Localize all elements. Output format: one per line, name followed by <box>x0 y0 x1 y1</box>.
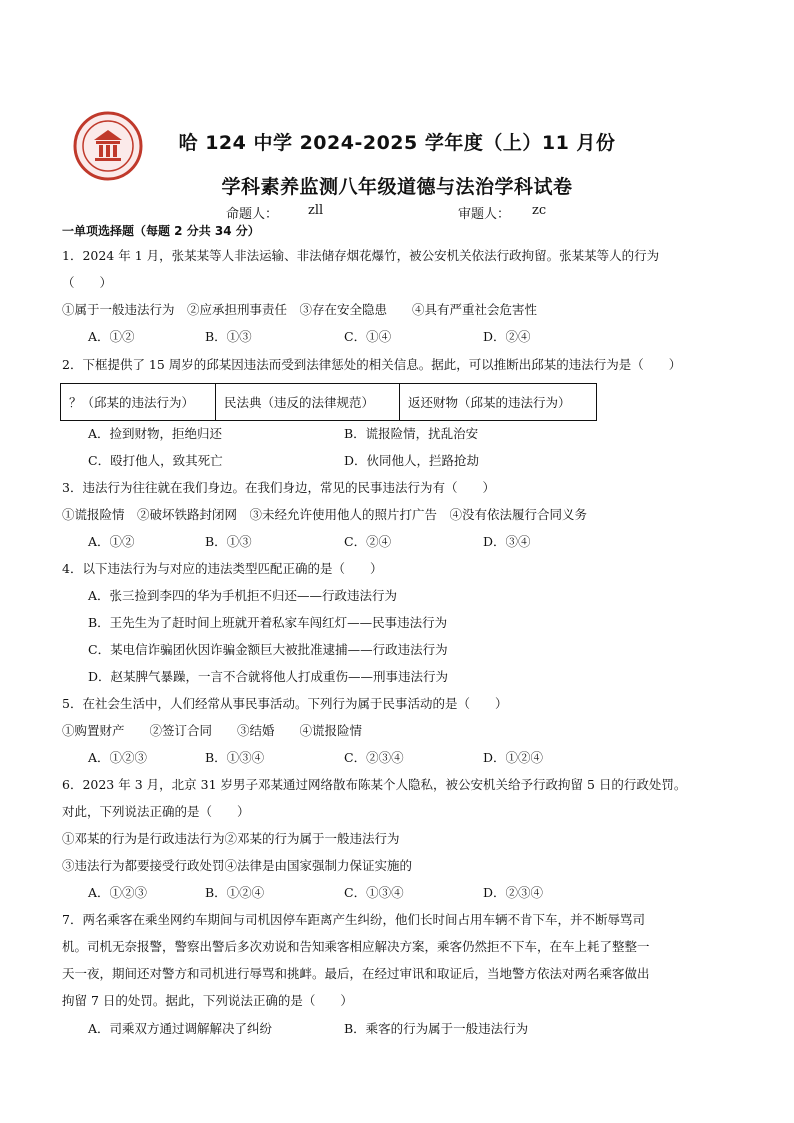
q4-option-b: B．王先生为了赶时间上班就开着私家车闯红灯——民事违法行为 <box>88 615 448 630</box>
q6-statement2: ③违法行为都要接受行政处罚④法律是由国家强制力保证实施的 <box>62 858 413 873</box>
q7-line1: 7．两名乘客在乘坐网约车期间与司机因停车距离产生纠纷，他们长时间占用车辆不肯下车，并不断辱骂司 <box>62 912 645 927</box>
exam-title-line1: 哈 124 中学 2024-2025 学年度（上）11 月份 <box>178 132 616 154</box>
q5-option-a: A．①②③ <box>88 750 148 765</box>
q7-line3: 天一夜，期间还对警方和司机进行辱骂和挑衅。最后，在经过审讯和取证后，当地警方依法对两名乘客做出 <box>62 966 650 981</box>
q7-option-a: A．司乘双方通过调解解决了纠纷 <box>88 1021 273 1036</box>
q7-line4: 拘留 7 日的处罚。据此，下列说法正确的是（ ） <box>62 993 353 1008</box>
q2-table-cell-1: ？（邱某的违法行为） <box>69 395 195 410</box>
q5-statements: ①购置财产 ②签订合同 ③结婚 ④谎报险情 <box>62 723 363 738</box>
q1-stem-line2: （ ） <box>62 275 113 290</box>
q1-option-c: C．①④ <box>344 329 392 344</box>
q4-option-d: D．赵某脾气暴躁，一言不合就将他人打成重伤——刑事违法行为 <box>88 669 449 684</box>
author-value: zll <box>308 203 324 218</box>
q4-option-a: A．张三捡到李四的华为手机拒不归还——行政违法行为 <box>88 588 398 603</box>
q7-line2: 机。司机无奈报警，警察出警后多次劝说和告知乘客相应解决方案，乘客仍然拒不下车，在车上耗了整整一 <box>62 939 650 954</box>
reviewer-label: 审题人： <box>458 207 511 222</box>
q2-info-table <box>60 383 597 421</box>
q6-option-d: D．②③④ <box>483 885 544 900</box>
q4-option-c: C．某电信诈骗团伙因诈骗金额巨大被批准逮捕——行政违法行为 <box>88 642 448 657</box>
q6-stem-line2: 对此，下列说法正确的是（ ） <box>62 804 250 819</box>
q2-option-b: B．谎报险情，扰乱治安 <box>344 426 479 441</box>
q4-stem: 4．以下违法行为与对应的违法类型匹配正确的是（ ） <box>62 561 383 576</box>
q3-option-c: C．②④ <box>344 534 392 549</box>
q5-option-d: D．①②④ <box>483 750 544 765</box>
q2-option-a: A．捡到财物，拒绝归还 <box>88 426 223 441</box>
q6-stem-line1: 6．2023 年 3 月，北京 31 岁男子邓某通过网络散布陈某个人隐私，被公安机关给予行政拘留 5 日的行政处罚。 <box>62 777 687 792</box>
q1-option-a: A．①② <box>88 329 135 344</box>
reviewer-value: zc <box>532 203 547 218</box>
q3-option-b: B．①③ <box>205 534 252 549</box>
author-label: 命题人： <box>226 207 279 222</box>
q3-option-d: D．③④ <box>483 534 531 549</box>
q3-option-a: A．①② <box>88 534 135 549</box>
q6-option-b: B．①②④ <box>205 885 265 900</box>
q2-option-d: D．伙同他人，拦路抢劫 <box>344 453 480 468</box>
q5-option-c: C．②③④ <box>344 750 404 765</box>
exam-title-line2: 学科素养监测八年级道德与法治学科试卷 <box>221 176 573 198</box>
q3-stem: 3．违法行为往往就在我们身边。在我们身边，常见的民事违法行为有（ ） <box>62 480 495 495</box>
q1-option-d: D．②④ <box>483 329 531 344</box>
q2-table-cell-3: 返还财物（邱某的违法行为） <box>399 384 596 420</box>
q7-option-b: B．乘客的行为属于一般违法行为 <box>344 1021 529 1036</box>
section-heading: 一单项选择题（每题 2 分共 34 分） <box>62 224 260 238</box>
q5-stem: 5．在社会生活中，人们经常从事民事活动。下列行为属于民事活动的是（ ） <box>62 696 508 711</box>
q2-option-c: C．殴打他人，致其死亡 <box>88 453 223 468</box>
q1-stem-line1: 1．2024 年 1 月，张某某等人非法运输、非法储存烟花爆竹，被公安机关依法行政拘留。张某某等人的行为 <box>62 248 660 263</box>
q6-statement1: ①邓某的行为是行政违法行为②邓某的行为属于一般违法行为 <box>62 831 400 846</box>
q3-statements: ①谎报险情 ②破坏铁路封闭网 ③未经允许使用他人的照片打广告 ④没有依法履行合同义务 <box>62 507 588 522</box>
q6-option-c: C．①③④ <box>344 885 404 900</box>
q1-option-b: B．①③ <box>205 329 252 344</box>
q5-option-b: B．①③④ <box>205 750 265 765</box>
q6-option-a: A．①②③ <box>88 885 148 900</box>
q2-table-cell-2: 民法典（违反的法律规范） <box>215 384 399 420</box>
q2-stem: 2．下框提供了 15 周岁的邱某因违法而受到法律惩处的相关信息。据此，可以推断出邱某的违法行为是（ ） <box>62 357 682 372</box>
q1-statements: ①属于一般违法行为 ②应承担刑事责任 ③存在安全隐患 ④具有严重社会危害性 <box>62 302 538 317</box>
